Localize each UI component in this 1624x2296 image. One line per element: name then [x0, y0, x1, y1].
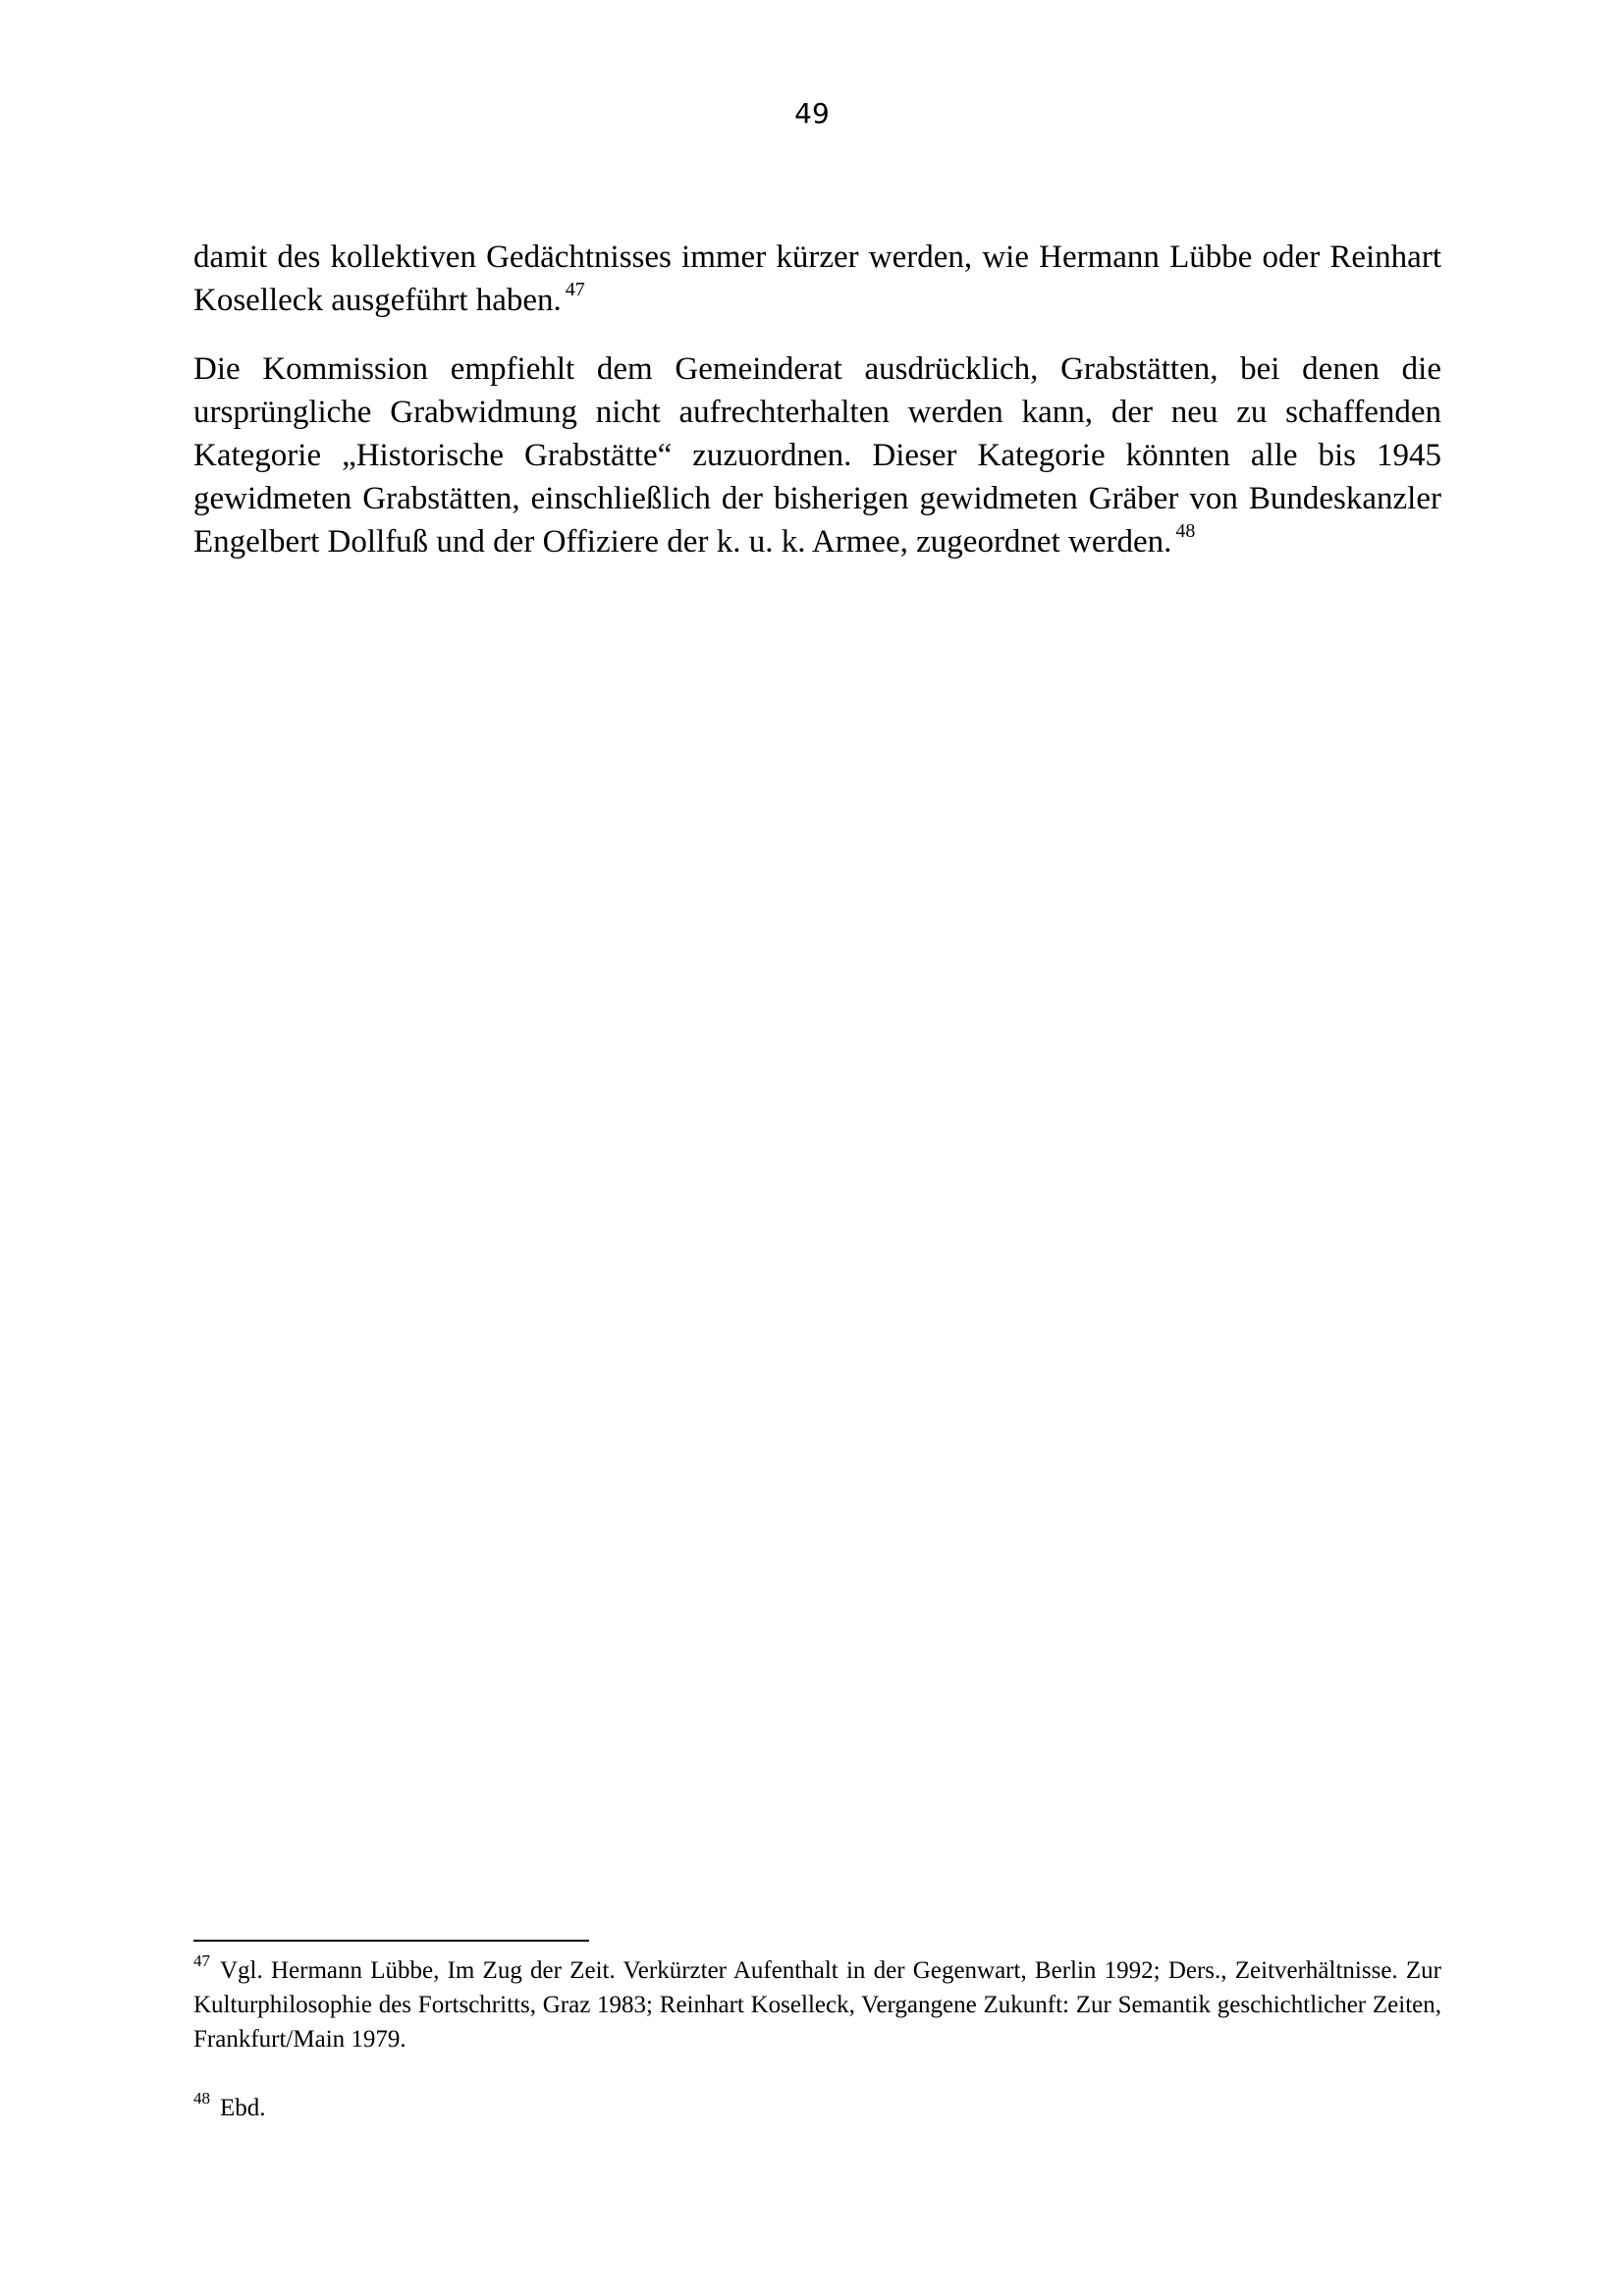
footnote-reference[interactable]: 47	[565, 279, 585, 300]
footnote-number: 48	[193, 2089, 210, 2109]
page-number: 49	[794, 97, 830, 130]
footnote-separator	[193, 1940, 589, 1942]
paragraph-text: Die Kommission empfiehlt dem Gemeinderat ausdrücklich, Grabstätten, bei denen die ursprüngliche Grabwidmung nicht aufrechterhalten werden kann, der neu zu schaffenden Kategorie „Historische Grabstätte“ zuzuordnen. Dieser Kategorie könnten alle bis 1945 gewidmeten Grabstätten, einschließlich der bisherigen gewidmeten Gräber von Bundeskanzler Engelbert Dollfuß und der Offiziere der k. u. k. Armee, zugeordnet werden.	[193, 351, 1441, 560]
footnote-reference[interactable]: 48	[1175, 520, 1196, 542]
body-paragraph	[193, 347, 1441, 563]
footnote-text: Ebd.	[220, 2095, 266, 2121]
paragraph-text: damit des kollektiven Gedächtnisses immer kürzer werden, wie Hermann Lübbe oder Reinhart Koselleck ausgeführt haben.	[193, 240, 1441, 318]
footnote	[193, 1953, 1441, 2056]
footnote-number: 47	[193, 1951, 210, 1971]
footnote	[193, 2091, 1441, 2125]
body-paragraph	[193, 236, 1441, 322]
footnote-text: Vgl. Hermann Lübbe, Im Zug der Zeit. Verkürzter Aufenthalt in der Gegenwart, Berlin 1992; Ders., Zeitverhältnisse. Zur Kulturphilosophie des Fortschritts, Graz 1983; Reinhart Koselleck, Vergangene Zukunft: Zur Semantik geschichtlicher Zeiten, Frankfurt/Main 1979.	[193, 1957, 1441, 2053]
